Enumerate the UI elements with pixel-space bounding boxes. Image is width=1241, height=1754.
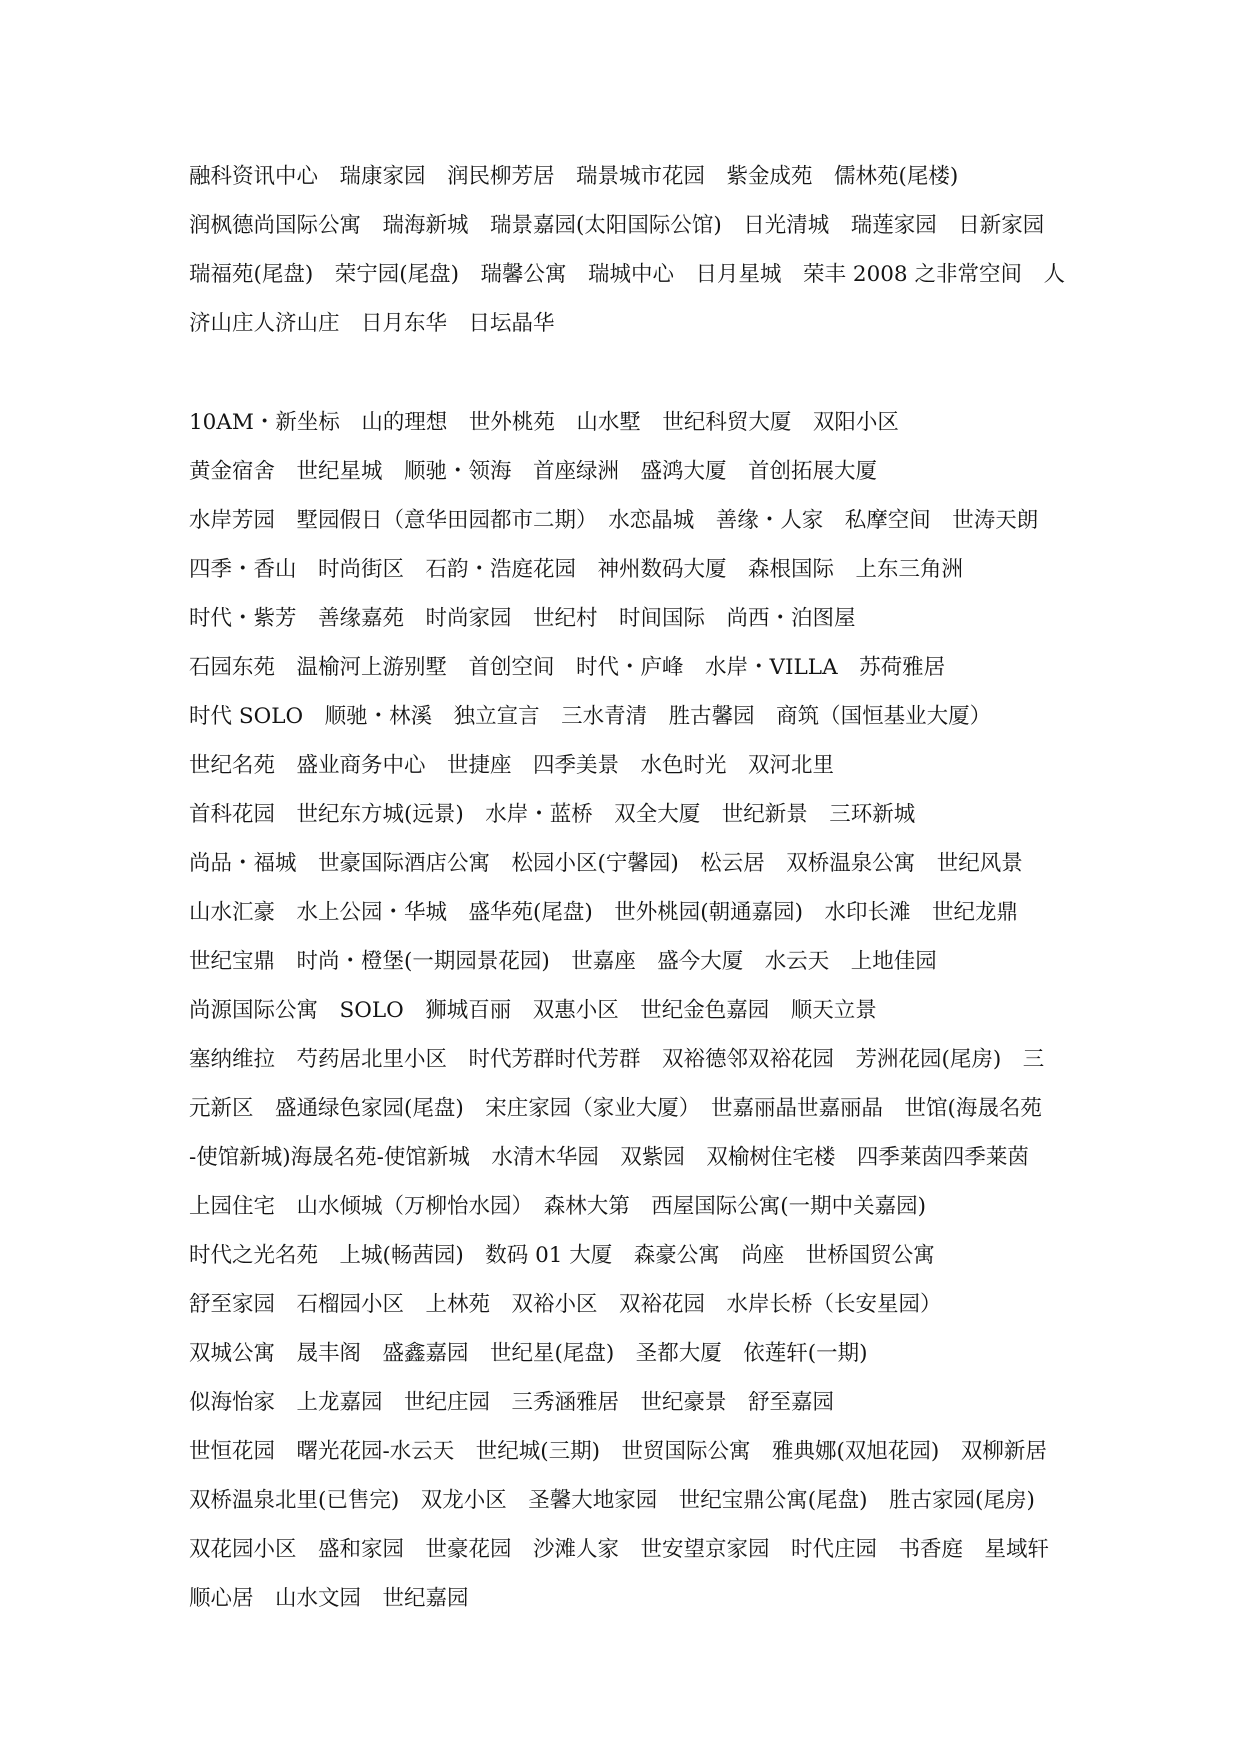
text-line: 双花园小区 盛和家园 世豪花园 沙滩人家 世安望京家园 时代庄园 书香庭 星域轩 [189, 1537, 1050, 1562]
text-line: 润枫德尚国际公寓 瑞海新城 瑞景嘉园(太阳国际公馆) 日光清城 瑞莲家园 日新家园 [189, 213, 1045, 238]
text-line: 尚源国际公寓 SOLO 狮城百丽 双惠小区 世纪金色嘉园 顺天立景 [189, 998, 877, 1023]
text-line: 石园东苑 温榆河上游别墅 首创空间 时代・庐峰 水岸・VILLA 苏荷雅居 [189, 655, 946, 680]
text-line: 似海怡家 上龙嘉园 世纪庄园 三秀涵雅居 世纪豪景 舒至嘉园 [189, 1390, 835, 1415]
text-line: 10AM・新坐标 山的理想 世外桃苑 山水墅 世纪科贸大厦 双阳小区 [189, 410, 899, 435]
text-line: 山水汇豪 水上公园・华城 盛华苑(尾盘) 世外桃园(朝通嘉园) 水印长滩 世纪龙鼎 [189, 900, 1019, 925]
text-line: 塞纳维拉 芍药居北里小区 时代芳群时代芳群 双裕德邻双裕花园 芳洲花园(尾房) 三 [189, 1047, 1045, 1072]
text-line: 舒至家园 石榴园小区 上林苑 双裕小区 双裕花园 水岸长桥（长安星园） [189, 1292, 942, 1317]
text-line: 双城公寓 晟丰阁 盛鑫嘉园 世纪星(尾盘) 圣都大厦 依莲轩(一期) [189, 1341, 868, 1366]
text-line: 世恒花园 曙光花园-水云天 世纪城(三期) 世贸国际公寓 雅典娜(双旭花园) 双柳新居 [189, 1439, 1047, 1464]
text-line: 世纪宝鼎 时尚・橙堡(一期园景花园) 世嘉座 盛今大厦 水云天 上地佳园 [189, 949, 937, 974]
text-line: 上园住宅 山水倾城（万柳怡水园） 森林大第 西屋国际公寓(一期中关嘉园) [189, 1194, 927, 1219]
text-line: 瑞福苑(尾盘) 荣宁园(尾盘) 瑞馨公寓 瑞城中心 日月星城 荣丰 2008 之非常空间 人 [189, 262, 1065, 287]
paragraph-1 [189, 152, 1069, 348]
text-line: 顺心居 山水文园 世纪嘉园 [189, 1586, 469, 1611]
text-line: 世纪名苑 盛业商务中心 世捷座 四季美景 水色时光 双河北里 [189, 753, 835, 778]
text-line: 时代・紫芳 善缘嘉苑 时尚家园 世纪村 时间国际 尚西・泊图屋 [189, 606, 856, 631]
text-line: 双桥温泉北里(已售完) 双龙小区 圣馨大地家园 世纪宝鼎公寓(尾盘) 胜古家园(尾房) [189, 1488, 1035, 1513]
text-line: 水岸芳园 墅园假日（意华田园都市二期） 水恋晶城 善缘・人家 私摩空间 世涛天朗 [189, 508, 1039, 533]
text-line: 时代之光名苑 上城(畅茜园) 数码 01 大厦 森豪公寓 尚座 世桥国贸公寓 [189, 1243, 935, 1268]
paragraph-2 [189, 398, 1069, 1623]
text-line: -使馆新城)海晟名苑-使馆新城 水清木华园 双紫园 双榆树住宅楼 四季莱茵四季莱茵 [189, 1145, 1029, 1170]
text-line: 黄金宿舍 世纪星城 顺驰・领海 首座绿洲 盛鸿大厦 首创拓展大厦 [189, 459, 878, 484]
text-line: 元新区 盛通绿色家园(尾盘) 宋庄家园（家业大厦） 世嘉丽晶世嘉丽晶 世馆(海晟名苑 [189, 1096, 1042, 1121]
text-line: 首科花园 世纪东方城(远景) 水岸・蓝桥 双全大厦 世纪新景 三环新城 [189, 802, 916, 827]
text-line: 时代 SOLO 顺驰・林溪 独立宣言 三水青清 胜古馨园 商筑（国恒基业大厦） [189, 704, 992, 729]
text-line: 融科资讯中心 瑞康家园 润民柳芳居 瑞景城市花园 紫金成苑 儒林苑(尾楼) [189, 164, 959, 189]
text-line: 四季・香山 时尚街区 石韵・浩庭花园 神州数码大厦 森根国际 上东三角洲 [189, 557, 964, 582]
text-line: 济山庄人济山庄 日月东华 日坛晶华 [189, 311, 555, 336]
text-line: 尚品・福城 世豪国际酒店公寓 松园小区(宁馨园) 松云居 双桥温泉公寓 世纪风景 [189, 851, 1023, 876]
